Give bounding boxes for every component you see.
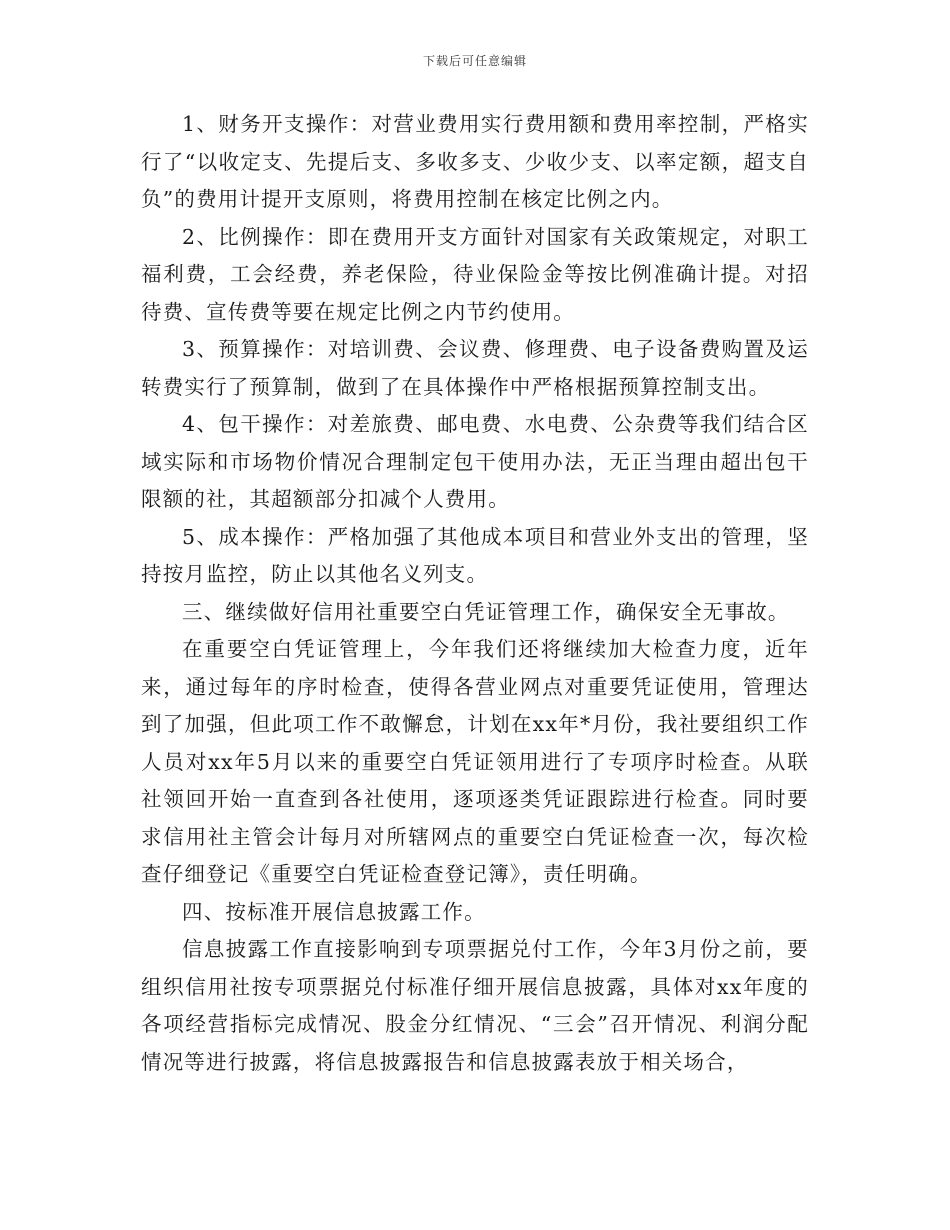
- paragraph-information-disclosure: 信息披露工作直接影响到专项票据兑付工作，今年3月份之前，要组织信用社按专项票据兑付标准仔细开展信息披露，具体对xx年度的各项经营指标完成情况、股金分红情况、“三会”召开情况、利润分配情况等进行披露，将信息披露报告和信息披露表放于相关场合，: [141, 937, 809, 1074]
- paragraph-proportion-operation: 2、比例操作：即在费用开支方面针对国家有关政策规定，对职工福利费，工会经费，养老保险，待业保险金等按比例准确计提。对招待费、宣传费等要在规定比例之内节约使用。: [141, 224, 809, 324]
- section-heading-information-disclosure: 四、按标准开展信息披露工作。: [182, 899, 486, 924]
- paragraph-voucher-management: 在重要空白凭证管理上，今年我们还将继续加大检查力度，近年来，通过每年的序时检查，使得各营业网点对重要凭证使用，管理达到了加强，但此项工作不敢懈怠，计划在xx年*月份，我社要组织工作人员对xx年5月以来的重要空白凭证领用进行了专项序时检查。从联社领回开始一直查到各社使用，逐项逐类凭证跟踪进行检查。同时要求信用社主管会计每月对所辖网点的重要空白凭证检查一次，每次检查仔细登记《重要空白凭证检查登记簿》，责任明确。: [141, 637, 809, 886]
- paragraph-budget-operation: 3、预算操作：对培训费、会议费、修理费、电子设备费购置及运转费实行了预算制，做到了在具体操作中严格根据预算控制支出。: [141, 337, 809, 399]
- paragraph-finance-expenditure: 1、财务开支操作：对营业费用实行费用额和费用率控制，严格实行了“以收定支、先提后支、多收多支、少收少支、以率定额，超支自负”的费用计提开支原则，将费用控制在核定比例之内。: [141, 112, 809, 211]
- paragraph-cost-operation: 5、成本操作：严格加强了其他成本项目和营业外支出的管理，坚持按月监控，防止以其他名义列支。: [141, 524, 809, 586]
- document-body: [141, 106, 809, 1081]
- page-header-note: 下载后可任意编辑: [422, 54, 527, 68]
- section-heading-voucher-management: 三、继续做好信用社重要空白凭证管理工作，确保安全无事故。: [182, 599, 790, 624]
- paragraph-contract-operation: 4、包干操作：对差旅费、邮电费、水电费、公杂费等我们结合区域实际和市场物价情况合理制定包干使用办法，无正当理由超出包干限额的社，其超额部分扣减个人费用。: [141, 412, 809, 511]
